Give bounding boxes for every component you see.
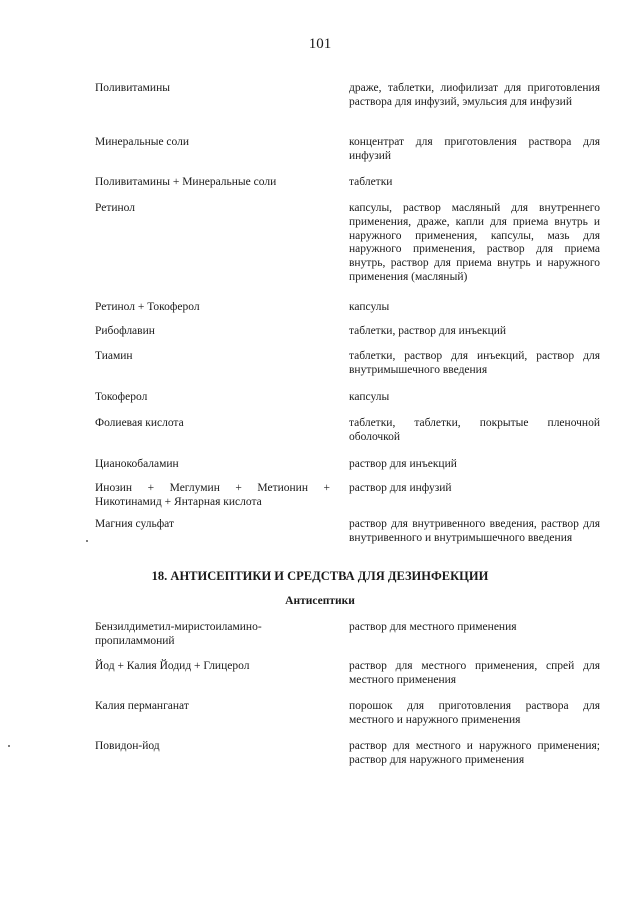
dosage-form: капсулы, раствор масляный для внутреннего применения, драже, капли для приема внутрь и наружного применения, капсулы, мазь для наружного применения, раствор для приема внутрь, раствор для приема внутрь и наружного применения (масляный) <box>349 202 600 283</box>
section-heading: 18. АНТИСЕПТИКИ И СРЕДСТВА ДЛЯ ДЕЗИНФЕКЦИИ <box>151 569 489 583</box>
drug-name: Тиамин <box>95 350 133 362</box>
dosage-form: таблетки, таблетки, покрытые пленочной оболочкой <box>349 417 600 443</box>
drug-name: Цианокобаламин <box>95 458 179 470</box>
dosage-form: капсулы <box>349 301 390 313</box>
dosage-form: раствор для инъекций <box>349 458 457 470</box>
dosage-form: раствор для местного применения, спрей для местного применения <box>349 660 600 686</box>
dosage-form: раствор для внутривенного введения, раствор для внутривенного и внутримышечного введения <box>349 518 600 544</box>
drug-name: Поливитамины <box>95 82 170 94</box>
drug-name: Ретинол + Токоферол <box>95 301 200 313</box>
drug-name: Токоферол <box>95 391 148 403</box>
drug-name: Поливитамины + Минеральные соли <box>95 176 277 188</box>
dosage-form: таблетки, раствор для инъекций <box>349 325 507 337</box>
drug-name: Минеральные соли <box>95 136 190 148</box>
drug-name: Бензилдиметил-миристоиламино-пропиламмоний <box>95 621 262 647</box>
dosage-form: концентрат для приготовления раствора для инфузий <box>349 136 600 162</box>
drug-name: Ретинол <box>95 202 136 214</box>
scan-speck <box>8 745 10 747</box>
page-number: 101 <box>308 36 332 52</box>
dosage-form: порошок для приготовления раствора для местного и наружного применения <box>349 700 600 726</box>
dosage-form: таблетки, раствор для инъекций, раствор для внутримышечного введения <box>349 350 600 376</box>
drug-name: Инозин + Меглумин + Метионин + Никотинамид + Янтарная кислота <box>95 482 330 508</box>
subsection-heading: Антисептики <box>285 595 355 607</box>
dosage-form: раствор для местного применения <box>349 621 517 633</box>
dosage-form: раствор для инфузий <box>349 482 452 494</box>
drug-name: Рибофлавин <box>95 325 155 337</box>
drug-name: Йод + Калия Йодид + Глицерол <box>95 660 250 672</box>
dosage-form: таблетки <box>349 176 393 188</box>
dosage-form: капсулы <box>349 391 390 403</box>
scan-speck <box>86 540 88 542</box>
drug-name: Повидон-йод <box>95 740 160 752</box>
drug-name: Калия перманганат <box>95 700 189 712</box>
dosage-form: раствор для местного и наружного применения; раствор для наружного применения <box>349 740 600 766</box>
drug-name: Фолиевая кислота <box>95 417 184 429</box>
dosage-form: драже, таблетки, лиофилизат для приготовления раствора для инфузий, эмульсия для инфузий <box>349 82 600 108</box>
drug-name: Магния сульфат <box>95 518 174 530</box>
